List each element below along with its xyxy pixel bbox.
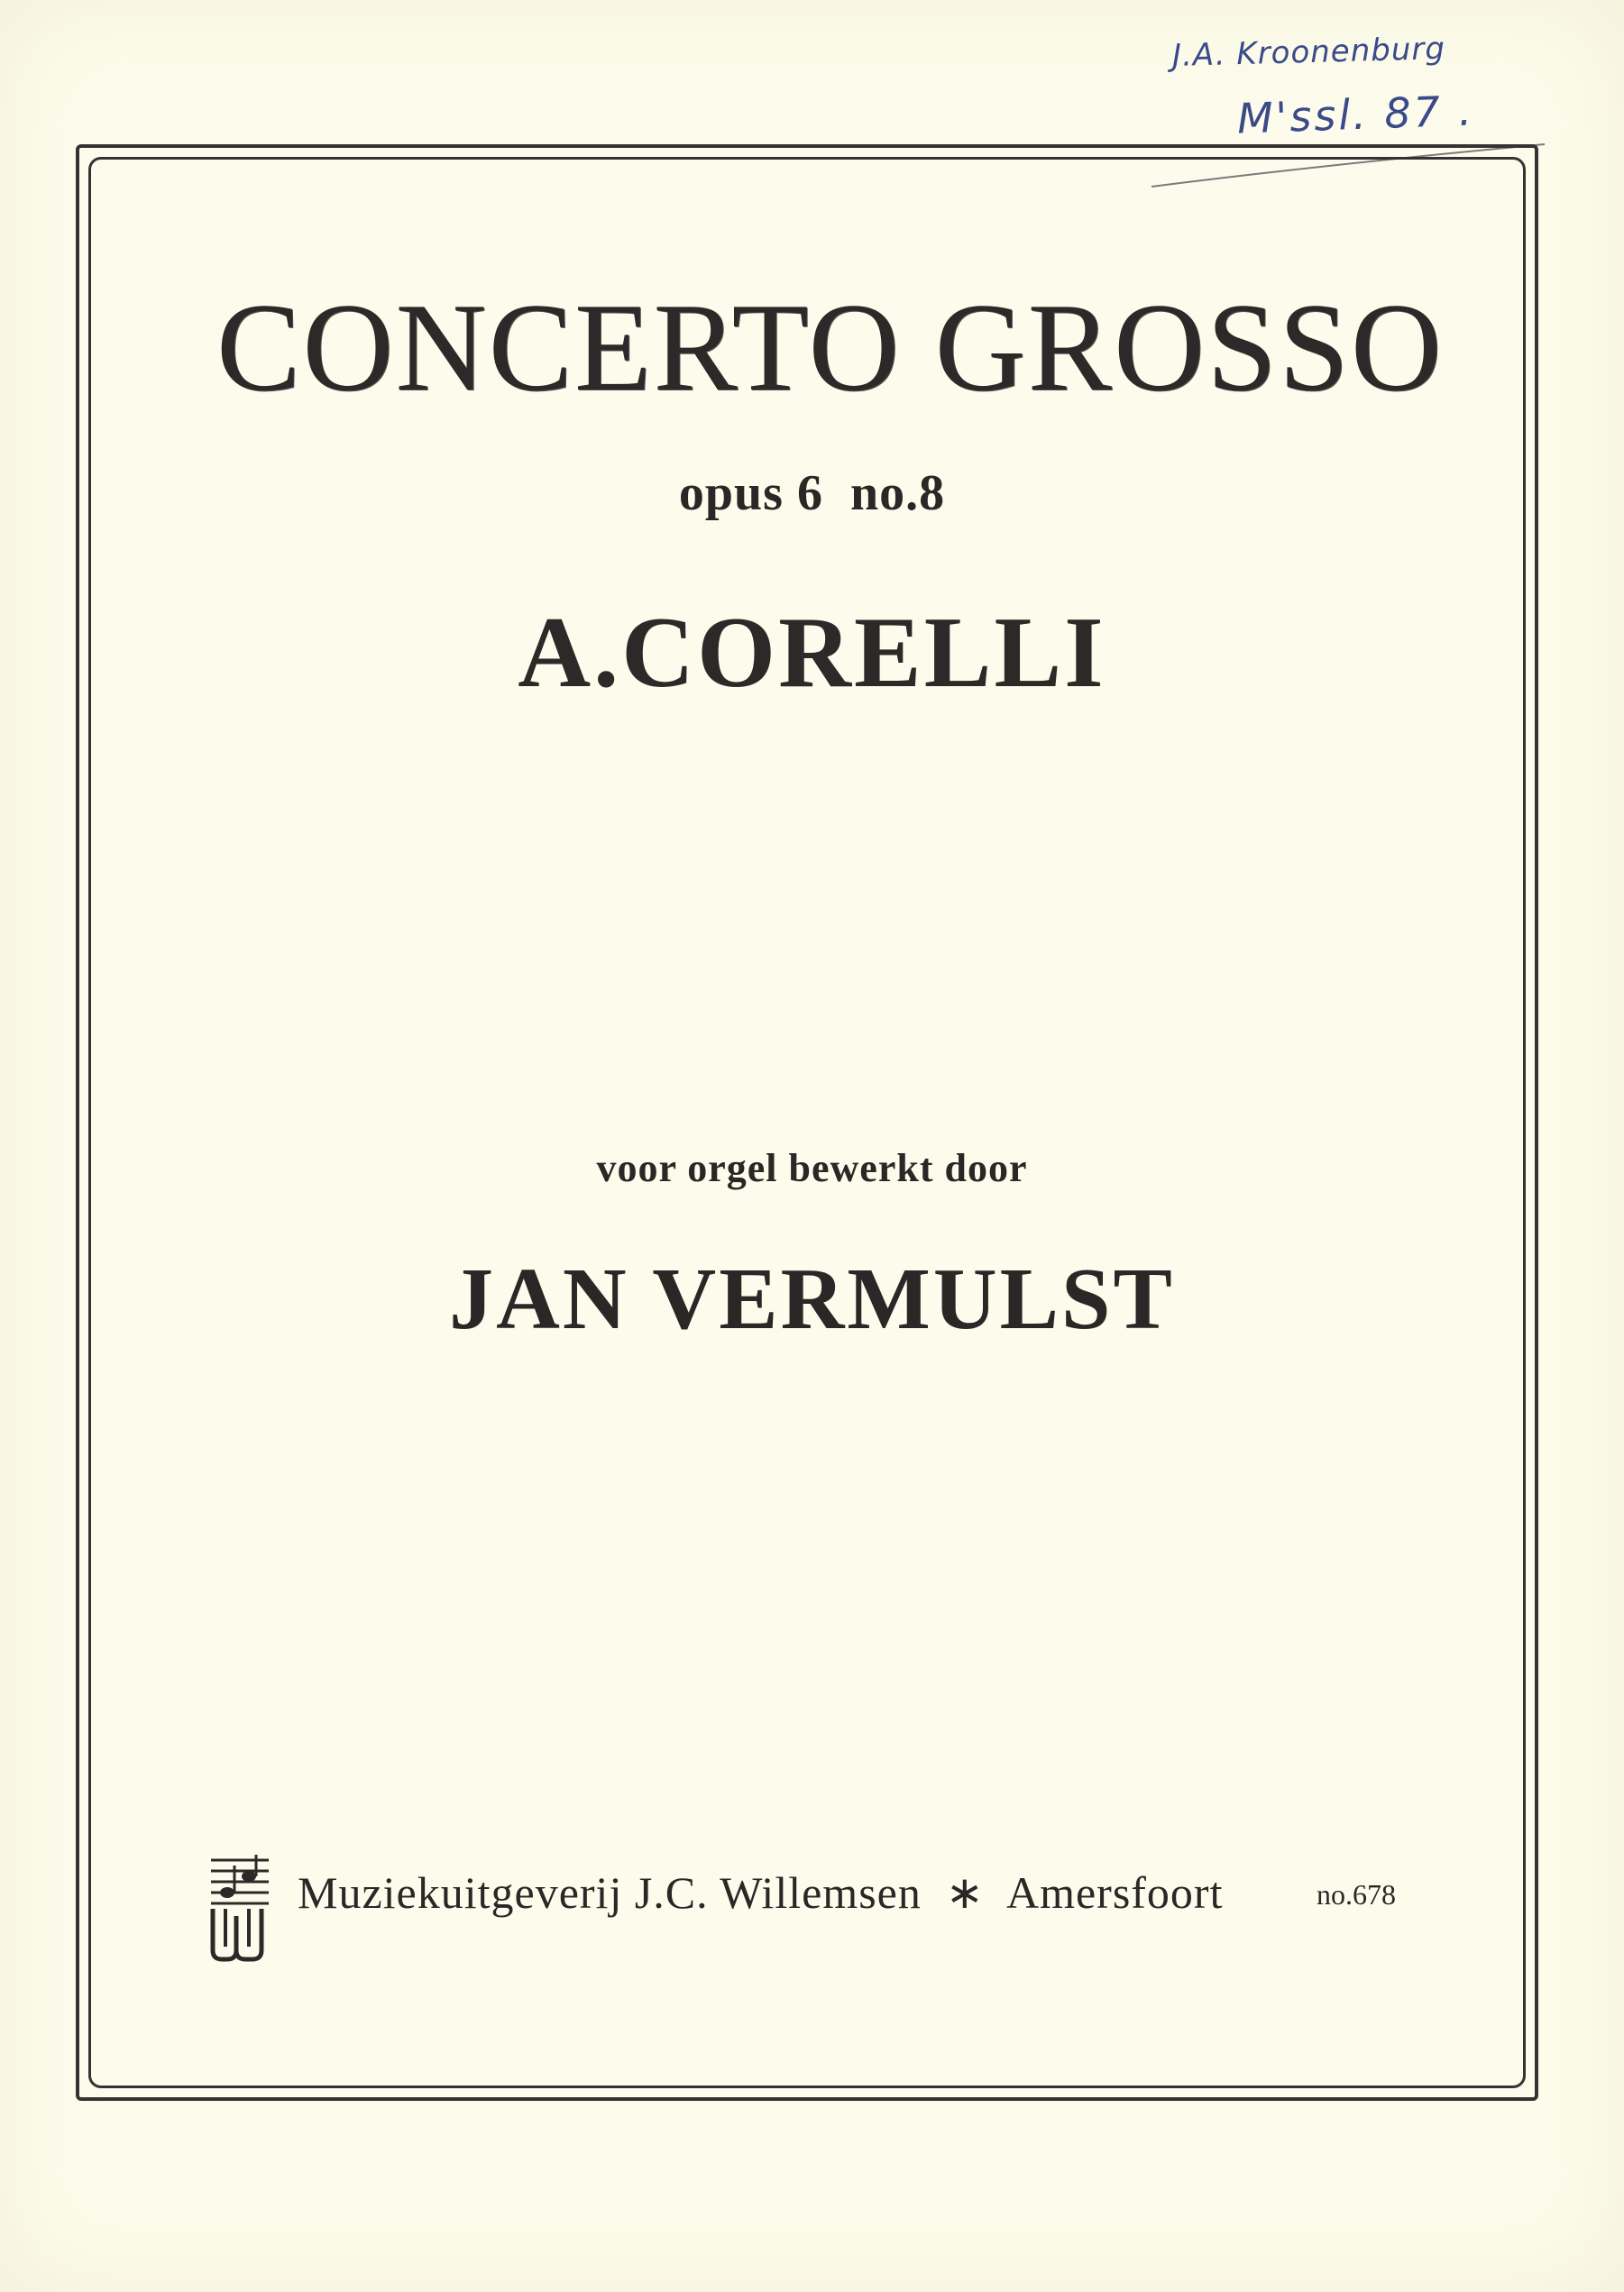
publisher-name: Muziekuitgeverij J.C. Willemsen ∗ Amersfoort	[298, 1867, 1224, 1918]
willemsen-logo-icon	[207, 1853, 272, 1963]
handwritten-owner-name: J.A. Kroonenburg	[1171, 31, 1446, 74]
inner-frame	[88, 157, 1526, 2088]
arranger-name: JAN VERMULST	[449, 1251, 1175, 1348]
arranged-by-label: voor orgel bewerkt door	[596, 1146, 1028, 1190]
catalog-number: no.678	[1317, 1878, 1396, 1911]
handwritten-reference: M'ssl. 87 .	[1236, 86, 1475, 143]
opus-number: opus 6 no.8	[678, 465, 946, 521]
composer-name: A.CORELLI	[518, 597, 1106, 709]
cover-title: CONCERTO GROSSO	[216, 278, 1444, 417]
